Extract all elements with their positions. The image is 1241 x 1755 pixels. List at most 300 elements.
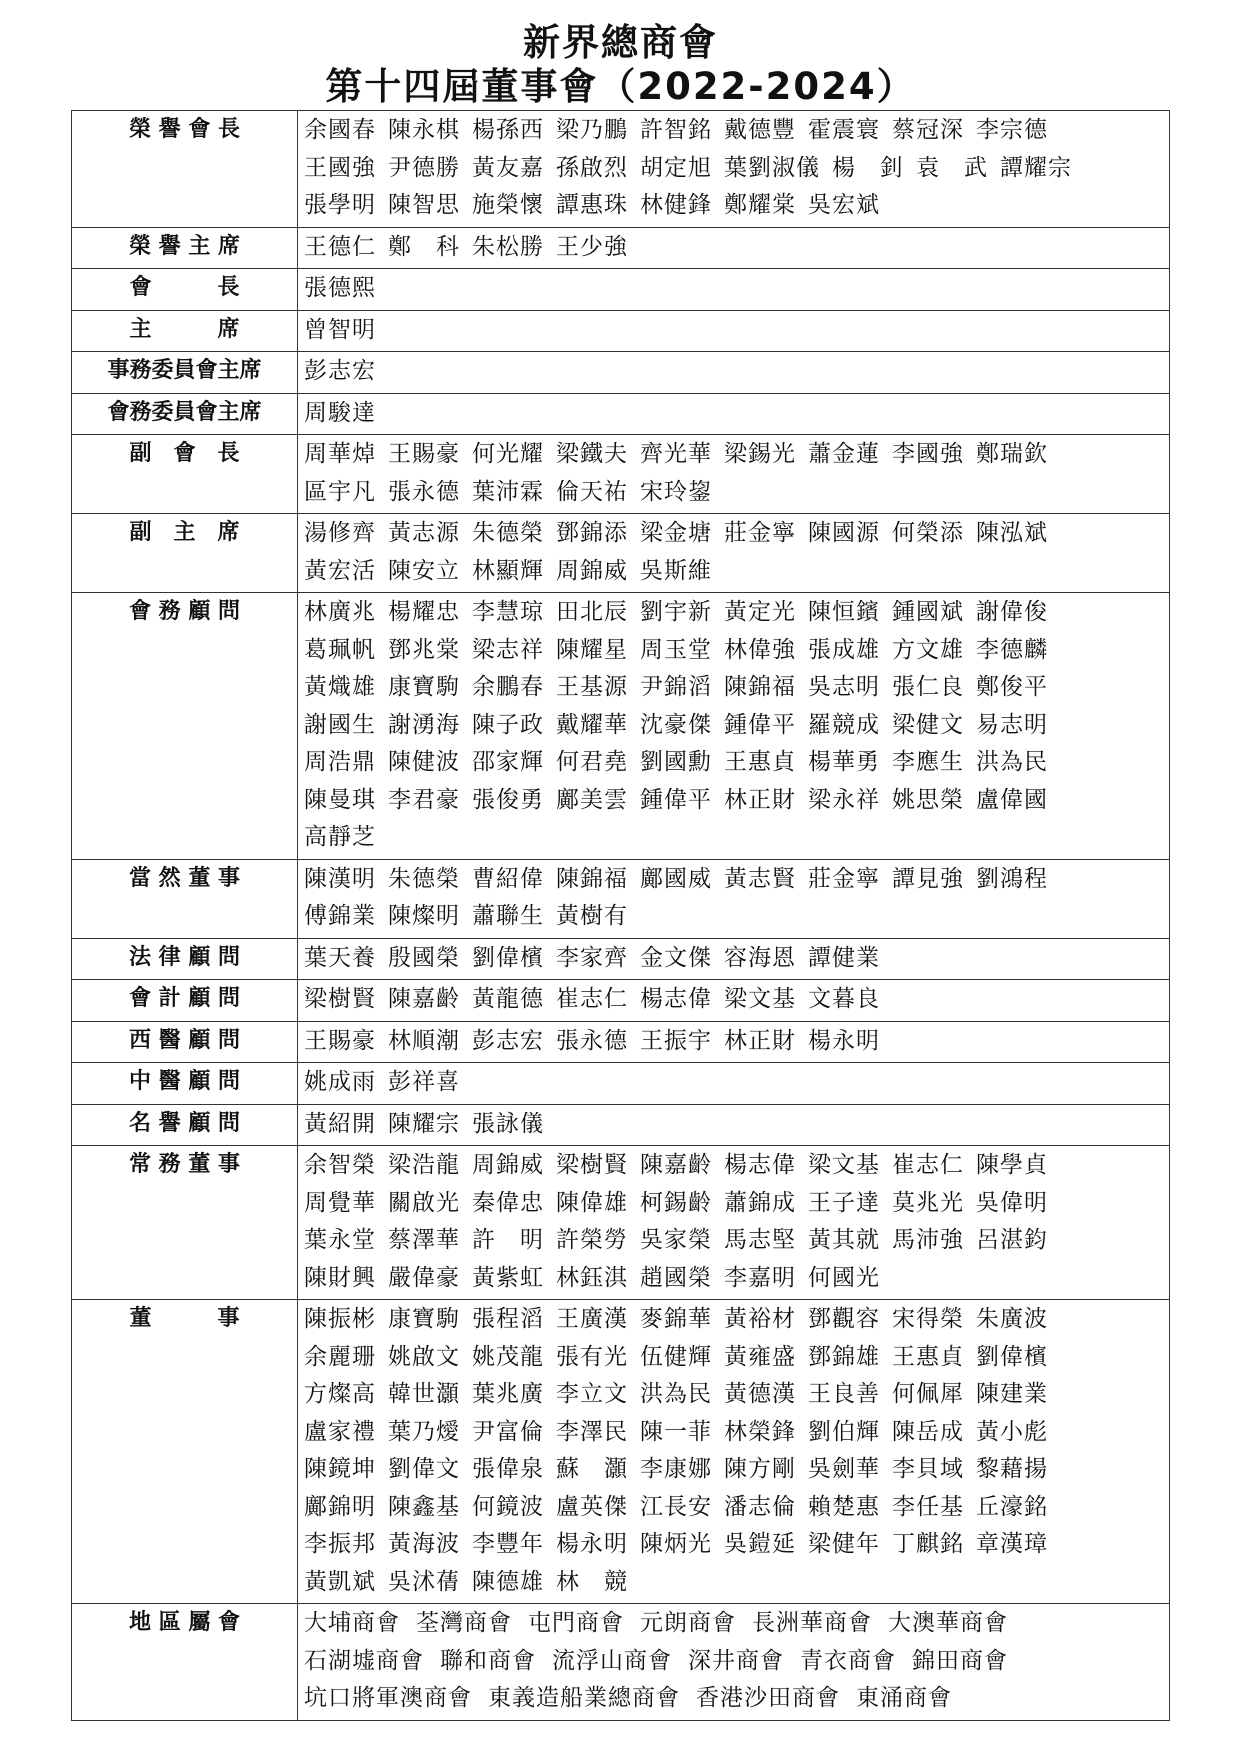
names-cell [298,393,1170,435]
names-cell [298,514,1170,593]
member-name: 尹德勝 [388,154,460,181]
member-name: 蕭錦成 [724,1189,796,1216]
member-name: 長洲華商會 [752,1610,872,1636]
name-line [304,898,1165,936]
names-cell [298,1300,1170,1604]
member-name: 殷國榮 [388,944,460,971]
member-name: 陳恒鑌 [808,599,880,625]
name-line [304,150,1165,188]
member-name: 吳劍華 [808,1456,880,1482]
member-name: 陳錦福 [556,865,628,892]
member-name: 蘇 灝 [556,1456,628,1482]
names-cell [298,1604,1170,1721]
member-name: 孫啟烈 [556,154,628,181]
member-name: 柯錫齡 [640,1189,712,1216]
member-name: 何榮添 [892,520,964,546]
name-line [304,819,1165,857]
member-name: 劉伯輝 [808,1418,880,1445]
name-line [304,669,1165,707]
member-name: 周華焯 [304,441,376,467]
role-label: 主 席 [129,316,240,342]
member-name: 陳燦明 [388,903,460,929]
name-line [304,1023,1165,1061]
member-name: 鄧錦添 [556,520,628,546]
member-name: 黃友嘉 [472,154,544,181]
member-name: 鍾國斌 [892,599,964,625]
member-name: 李德麟 [976,636,1048,663]
member-name: 齊光華 [640,441,712,467]
member-name: 金文傑 [640,944,712,971]
member-name: 王德仁 [304,233,376,260]
member-name: 王振宇 [640,1027,712,1054]
member-name: 林鈺淇 [556,1264,628,1291]
name-line [304,1414,1165,1452]
member-name: 楊永明 [808,1027,880,1054]
member-name: 宋得榮 [892,1306,964,1332]
role-cell [72,1146,298,1300]
page-title: 新界總商會 [523,21,718,64]
name-line [304,632,1165,670]
member-name: 陳鑫基 [388,1493,460,1520]
member-name: 韓世灝 [388,1381,460,1407]
member-name: 王廣漢 [556,1306,628,1332]
member-name: 區宇凡 [304,478,376,505]
name-line [304,1222,1165,1260]
name-line [304,515,1165,553]
member-name: 黃紫虹 [472,1264,544,1291]
member-name: 何鏡波 [472,1493,544,1520]
roster-row [72,393,1170,435]
member-name: 劉偉文 [388,1456,460,1482]
names-cell [298,111,1170,228]
member-name: 羅競成 [808,711,880,738]
member-name: 劉鴻程 [976,865,1048,892]
member-name: 黃定光 [724,599,796,625]
member-name: 王良善 [808,1381,880,1407]
member-name: 林健鋒 [640,192,712,218]
member-name: 洪為民 [640,1381,712,1407]
member-name: 丘濠銘 [976,1493,1048,1520]
member-name: 鄧觀容 [808,1306,880,1332]
member-name: 梁文基 [808,1152,880,1178]
member-name: 大澳華商會 [888,1610,1008,1636]
name-line [304,1605,1165,1643]
member-name: 鄭瑞欽 [976,441,1048,467]
roster-row [72,310,1170,352]
member-name: 李慧琼 [472,599,544,625]
member-name: 楊孫西 [472,117,544,143]
member-name: 黃志賢 [724,865,796,892]
member-name: 葉天養 [304,944,376,971]
role-label: 事務委員會主席 [107,358,262,383]
member-name: 張學明 [304,192,376,218]
name-line [304,782,1165,820]
member-name: 戴耀華 [556,711,628,738]
member-name: 黃志源 [388,520,460,546]
member-name: 何君堯 [556,749,628,775]
member-name: 鍾偉平 [724,711,796,738]
member-name: 方燦高 [304,1381,376,1407]
name-line [304,940,1165,978]
member-name: 沈豪傑 [640,711,712,738]
member-name: 李嘉明 [724,1264,796,1291]
names-cell [298,435,1170,514]
member-name: 呂湛鈞 [976,1227,1048,1253]
member-name: 許 明 [472,1227,544,1253]
member-name: 林廣兆 [304,599,376,625]
member-name: 蕭聯生 [472,903,544,929]
member-name: 容海恩 [724,944,796,971]
member-name: 石湖墟商會 [304,1647,424,1674]
member-name: 葉永堂 [304,1227,376,1253]
member-name: 邵家輝 [472,749,544,775]
member-name: 葉劉淑儀 [724,154,820,181]
name-line [304,744,1165,782]
roster-row [72,1300,1170,1604]
member-name: 張有光 [556,1343,628,1370]
member-name: 元朗商會 [640,1610,736,1636]
member-name: 姚成雨 [304,1069,376,1095]
member-name: 張成雄 [808,636,880,663]
member-name: 流浮山商會 [552,1647,672,1674]
member-name: 秦偉忠 [472,1189,544,1216]
member-name: 陳國源 [808,520,880,546]
member-name: 鄭 科 [388,233,460,260]
member-name: 鄧兆棠 [388,636,460,663]
member-name: 崔志仁 [892,1152,964,1178]
member-name: 梁志祥 [472,636,544,663]
member-name: 李家齊 [556,944,628,971]
member-name: 梁健年 [808,1531,880,1557]
member-name: 彭志宏 [304,358,376,384]
member-name: 鍾偉平 [640,786,712,813]
role-cell [72,859,298,938]
member-name: 黃其就 [808,1227,880,1253]
member-name: 譚健業 [808,944,880,971]
member-name: 東涌商會 [856,1685,952,1711]
names-cell [298,980,1170,1022]
member-name: 陳德雄 [472,1568,544,1595]
role-cell [72,310,298,352]
member-name: 何光耀 [472,441,544,467]
name-line [304,1106,1165,1144]
member-name: 深井商會 [688,1647,784,1674]
member-name: 梁樹賢 [556,1152,628,1178]
member-name: 張永德 [388,478,460,505]
role-label: 法 律 顧 問 [129,944,240,970]
member-name: 張程滔 [472,1306,544,1332]
member-name: 陳智思 [388,192,460,218]
role-cell [72,514,298,593]
member-name: 吳沭蒨 [388,1568,460,1595]
member-name: 陳偉雄 [556,1189,628,1216]
role-label: 榮 譽 會 長 [129,117,240,142]
member-name: 鄭耀棠 [724,192,796,218]
names-cell [298,1146,1170,1300]
member-name: 余智榮 [304,1152,376,1178]
roster-row [72,593,1170,860]
member-name: 李宗德 [976,117,1048,143]
roster-row [72,227,1170,269]
member-name: 胡定旭 [640,154,712,181]
member-name: 黃海波 [388,1531,460,1557]
member-name: 葛珮帆 [304,636,376,663]
role-label: 董 事 [129,1306,240,1331]
names-cell [298,269,1170,311]
member-name: 湯修齊 [304,520,376,546]
member-name: 盧英傑 [556,1493,628,1520]
names-cell [298,1063,1170,1105]
member-name: 梁鐵夫 [556,441,628,467]
role-cell [72,352,298,394]
member-name: 許智銘 [640,117,712,143]
member-name: 吳家榮 [640,1227,712,1253]
name-line [304,1301,1165,1339]
member-name: 林 競 [556,1568,628,1595]
member-name: 蔡澤華 [388,1227,460,1253]
role-label: 會 務 顧 問 [129,599,240,624]
name-line [304,1185,1165,1223]
member-name: 張永德 [556,1027,628,1054]
member-name: 周浩鼎 [304,749,376,775]
member-name: 陳耀星 [556,636,628,663]
roster-row [72,1063,1170,1105]
name-line [304,1376,1165,1414]
member-name: 青衣商會 [800,1647,896,1674]
role-cell [72,593,298,860]
member-name: 李貝域 [892,1456,964,1482]
name-line [304,981,1165,1019]
member-name: 陳岳成 [892,1418,964,1445]
member-name: 周駿達 [304,399,376,426]
member-name: 賴楚惠 [808,1493,880,1520]
member-name: 蕭金蓮 [808,441,880,467]
member-name: 曹紹偉 [472,865,544,892]
member-name: 何國光 [808,1264,880,1291]
member-name: 伍健輝 [640,1343,712,1370]
role-cell [72,1104,298,1146]
member-name: 陳子政 [472,711,544,738]
member-name: 譚耀宗 [1000,154,1072,181]
member-name: 東義造船業總商會 [488,1685,680,1711]
member-name: 黃樹有 [556,903,628,929]
member-name: 鄺錦明 [304,1493,376,1520]
member-name: 梁健文 [892,711,964,738]
member-name: 黃凱斌 [304,1568,376,1595]
roster-row [72,1604,1170,1721]
name-line [304,187,1165,225]
name-line [304,1680,1165,1718]
member-name: 麥錦華 [640,1306,712,1332]
member-name: 李豐年 [472,1531,544,1557]
member-name: 許榮勞 [556,1227,628,1253]
names-cell [298,310,1170,352]
role-cell [72,1021,298,1063]
member-name: 李任基 [892,1493,964,1520]
member-name: 吳鎧延 [724,1531,796,1557]
member-name: 王國強 [304,154,376,181]
member-name: 康寶駒 [388,1306,460,1332]
member-name: 盧家禮 [304,1418,376,1445]
member-name: 葉沛霖 [472,478,544,505]
member-name: 馬志堅 [724,1227,796,1253]
member-name: 林偉強 [724,636,796,663]
member-name: 王子達 [808,1189,880,1216]
roster-row [72,435,1170,514]
member-name: 陳耀宗 [388,1110,460,1137]
roster-body [72,111,1170,1721]
roster-row [72,980,1170,1022]
member-name: 坑口將軍澳商會 [304,1685,472,1711]
member-name: 黃裕材 [724,1306,796,1332]
member-name: 莊金寧 [724,520,796,546]
member-name: 朱德榮 [388,865,460,892]
member-name: 林正財 [724,786,796,813]
member-name: 姚思榮 [892,786,964,813]
role-cell [72,938,298,980]
member-name: 張德熙 [304,275,376,301]
member-name: 陳健波 [388,749,460,775]
member-name: 劉宇新 [640,599,712,625]
name-line [304,553,1165,591]
member-name: 屯門商會 [528,1610,624,1636]
role-cell [72,1063,298,1105]
names-cell [298,859,1170,938]
member-name: 陳鏡坤 [304,1456,376,1482]
member-name: 王惠貞 [892,1343,964,1370]
name-line [304,436,1165,474]
member-name: 陳建業 [976,1381,1048,1407]
member-name: 馬沛強 [892,1227,964,1253]
member-name: 朱廣波 [976,1306,1048,1332]
role-label: 會務委員會主席 [107,399,262,425]
role-cell [72,1300,298,1604]
member-name: 林順潮 [388,1027,460,1054]
member-name: 陳一菲 [640,1418,712,1445]
member-name: 周玉堂 [640,636,712,663]
member-name: 袁 武 [916,154,988,181]
name-line [304,1260,1165,1298]
member-name: 陳嘉齡 [388,986,460,1012]
member-name: 香港沙田商會 [696,1685,840,1711]
member-name: 吳偉明 [976,1189,1048,1216]
member-name: 鄺國威 [640,865,712,892]
member-name: 陳錦福 [724,674,796,700]
member-name: 陳學貞 [976,1152,1048,1178]
role-label: 當 然 董 事 [129,865,240,891]
name-line [304,112,1165,150]
member-name: 李君豪 [388,786,460,813]
member-name: 陳泓斌 [976,520,1048,546]
member-name: 曾智明 [304,316,376,343]
member-name: 李康娜 [640,1456,712,1482]
member-name: 黃紹開 [304,1110,376,1137]
member-name: 施榮懷 [472,192,544,218]
member-name: 黃龍德 [472,986,544,1012]
member-name: 謝湧海 [388,711,460,738]
name-line [304,594,1165,632]
member-name: 尹富倫 [472,1418,544,1445]
role-label: 副 會 長 [129,441,240,466]
member-name: 梁樹賢 [304,986,376,1012]
member-name: 謝國生 [304,711,376,738]
member-name: 劉偉檳 [472,944,544,971]
member-name: 葉兆廣 [472,1381,544,1407]
member-name: 陳曼琪 [304,786,376,813]
member-name: 張仁良 [892,674,964,700]
member-name: 王賜豪 [304,1027,376,1054]
member-name: 張偉泉 [472,1456,544,1482]
member-name: 關啟光 [388,1189,460,1216]
member-name: 李澤民 [556,1418,628,1445]
names-cell [298,593,1170,860]
role-cell [72,1604,298,1721]
member-name: 黎藉揚 [976,1456,1048,1482]
member-name: 蔡冠深 [892,117,964,143]
member-name: 朱松勝 [472,233,544,260]
member-name: 姚茂龍 [472,1343,544,1370]
member-name: 潘志倫 [724,1493,796,1520]
member-name: 何佩犀 [892,1381,964,1407]
roster-row [72,352,1170,394]
member-name: 宋玲鋆 [640,478,712,505]
roster-row [72,1146,1170,1300]
names-cell [298,1104,1170,1146]
member-name: 陳漢明 [304,865,376,892]
member-name: 荃灣商會 [416,1610,512,1636]
role-cell [72,393,298,435]
member-name: 霍震寰 [808,117,880,143]
member-name: 丁麒銘 [892,1531,964,1557]
member-name: 陳安立 [388,557,460,584]
roster-row [72,514,1170,593]
member-name: 鄺美雲 [556,786,628,813]
member-name: 李立文 [556,1381,628,1407]
roster-table [71,110,1170,1721]
names-cell [298,352,1170,394]
role-cell [72,435,298,514]
member-name: 梁文基 [724,986,796,1012]
member-name: 崔志仁 [556,986,628,1012]
member-name: 莫兆光 [892,1189,964,1216]
member-name: 盧偉國 [976,786,1048,813]
member-name: 陳方剛 [724,1456,796,1482]
name-line [304,861,1165,899]
role-label: 地 區 屬 會 [129,1610,240,1635]
member-name: 葉乃燰 [388,1418,460,1445]
role-cell [72,111,298,228]
member-name: 楊永明 [556,1531,628,1557]
member-name: 姚啟文 [388,1343,460,1370]
member-name: 田北辰 [556,599,628,625]
member-name: 陳炳光 [640,1531,712,1557]
member-name: 李應生 [892,749,964,775]
member-name: 鄧錦雄 [808,1343,880,1370]
role-label: 會 長 [129,275,240,300]
member-name: 林正財 [724,1027,796,1054]
member-name: 周覺華 [304,1189,376,1216]
member-name: 林顯輝 [472,557,544,584]
member-name: 易志明 [976,711,1048,738]
member-name: 譚惠珠 [556,192,628,218]
member-name: 林榮鋒 [724,1418,796,1445]
member-name: 文暮良 [808,986,880,1012]
name-line [304,1451,1165,1489]
name-line [304,1339,1165,1377]
member-name: 楊華勇 [808,749,880,775]
member-name: 楊耀忠 [388,599,460,625]
member-name: 康寶駒 [388,674,460,700]
